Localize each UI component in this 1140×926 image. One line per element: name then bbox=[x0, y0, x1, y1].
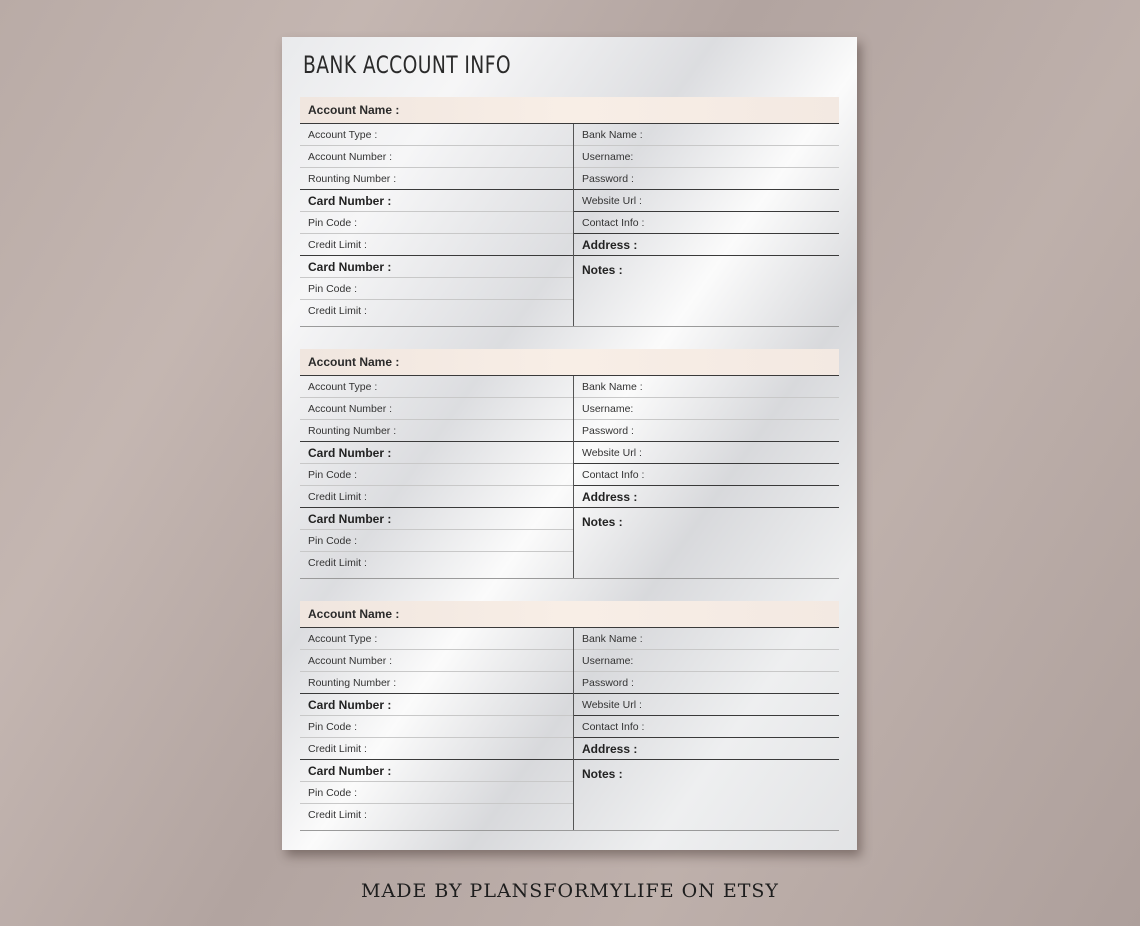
website-url-label: Website Url : bbox=[582, 447, 642, 459]
website-url-field[interactable] bbox=[574, 694, 839, 716]
account-type-label: Account Type : bbox=[308, 129, 378, 141]
bank-name-field[interactable] bbox=[574, 628, 839, 650]
contact-info-label: Contact Info : bbox=[582, 217, 645, 229]
pin-code-label: Pin Code : bbox=[308, 217, 358, 229]
account-number-field[interactable] bbox=[300, 146, 573, 168]
account-left-column bbox=[300, 124, 574, 327]
routing-number-label: Rounting Number : bbox=[308, 425, 397, 437]
notes-label: Notes : bbox=[582, 263, 623, 277]
credit-limit-field[interactable] bbox=[300, 552, 573, 574]
password-field[interactable] bbox=[574, 420, 839, 442]
contact-info-field[interactable] bbox=[574, 464, 839, 486]
card-number-label: Card Number : bbox=[308, 260, 392, 274]
pin-code-field[interactable] bbox=[300, 464, 573, 486]
credit-limit-field[interactable] bbox=[300, 300, 573, 322]
account-number-label: Account Number : bbox=[308, 403, 393, 415]
address-field[interactable] bbox=[574, 486, 839, 508]
account-number-field[interactable] bbox=[300, 650, 573, 672]
notes-field[interactable] bbox=[574, 508, 839, 579]
card-number-label: Card Number : bbox=[308, 512, 392, 526]
credit-limit-label: Credit Limit : bbox=[308, 809, 367, 821]
page-title: BANK ACCOUNT INFO bbox=[303, 51, 511, 79]
website-url-label: Website Url : bbox=[582, 195, 642, 207]
bank-name-label: Bank Name : bbox=[582, 381, 643, 393]
credit-limit-label: Credit Limit : bbox=[308, 557, 367, 569]
account-name-label: Account Name : bbox=[308, 103, 400, 117]
account-type-label: Account Type : bbox=[308, 381, 378, 393]
routing-number-label: Rounting Number : bbox=[308, 677, 397, 689]
account-type-field[interactable] bbox=[300, 628, 573, 650]
notes-label: Notes : bbox=[582, 767, 623, 781]
bank-name-field[interactable] bbox=[574, 124, 839, 146]
account-number-label: Account Number : bbox=[308, 655, 393, 667]
credit-limit-label: Credit Limit : bbox=[308, 491, 367, 503]
card-number-field[interactable] bbox=[300, 442, 573, 464]
block-divider bbox=[300, 326, 839, 327]
contact-info-label: Contact Info : bbox=[582, 721, 645, 733]
password-field[interactable] bbox=[574, 168, 839, 190]
card-number-field[interactable] bbox=[300, 760, 573, 782]
pin-code-label: Pin Code : bbox=[308, 787, 358, 799]
username-label: Username: bbox=[582, 655, 634, 667]
credit-limit-label: Credit Limit : bbox=[308, 239, 367, 251]
address-field[interactable] bbox=[574, 234, 839, 256]
account-block-3 bbox=[300, 601, 839, 831]
contact-info-field[interactable] bbox=[574, 716, 839, 738]
account-right-column bbox=[574, 628, 839, 831]
routing-number-field[interactable] bbox=[300, 420, 573, 442]
password-label: Password : bbox=[582, 425, 634, 437]
pin-code-label: Pin Code : bbox=[308, 535, 358, 547]
notes-field[interactable] bbox=[574, 256, 839, 327]
bank-name-field[interactable] bbox=[574, 376, 839, 398]
pin-code-field[interactable] bbox=[300, 212, 573, 234]
routing-number-field[interactable] bbox=[300, 672, 573, 694]
account-number-label: Account Number : bbox=[308, 151, 393, 163]
address-label: Address : bbox=[582, 238, 638, 252]
bank-name-label: Bank Name : bbox=[582, 633, 643, 645]
pin-code-label: Pin Code : bbox=[308, 721, 358, 733]
account-name-label: Account Name : bbox=[308, 355, 400, 369]
account-type-label: Account Type : bbox=[308, 633, 378, 645]
card-number-label: Card Number : bbox=[308, 194, 392, 208]
routing-number-field[interactable] bbox=[300, 168, 573, 190]
username-label: Username: bbox=[582, 403, 634, 415]
footer-credit: MADE BY PLANSFORMYLIFE ON ETSY bbox=[361, 880, 779, 902]
pin-code-field[interactable] bbox=[300, 716, 573, 738]
website-url-label: Website Url : bbox=[582, 699, 642, 711]
username-label: Username: bbox=[582, 151, 634, 163]
card-number-field[interactable] bbox=[300, 256, 573, 278]
account-name-field[interactable] bbox=[300, 97, 839, 124]
bank-name-label: Bank Name : bbox=[582, 129, 643, 141]
pin-code-field[interactable] bbox=[300, 782, 573, 804]
account-block-1 bbox=[300, 97, 839, 327]
account-left-column bbox=[300, 628, 574, 831]
account-name-label: Account Name : bbox=[308, 607, 400, 621]
pin-code-label: Pin Code : bbox=[308, 469, 358, 481]
credit-limit-field[interactable] bbox=[300, 804, 573, 826]
notes-field[interactable] bbox=[574, 760, 839, 831]
password-label: Password : bbox=[582, 173, 634, 185]
account-block-2 bbox=[300, 349, 839, 579]
card-number-field[interactable] bbox=[300, 694, 573, 716]
username-field[interactable] bbox=[574, 398, 839, 420]
website-url-field[interactable] bbox=[574, 190, 839, 212]
address-label: Address : bbox=[582, 742, 638, 756]
card-number-label: Card Number : bbox=[308, 446, 392, 460]
block-divider bbox=[300, 830, 839, 831]
card-number-field[interactable] bbox=[300, 508, 573, 530]
routing-number-label: Rounting Number : bbox=[308, 173, 397, 185]
account-name-field[interactable] bbox=[300, 601, 839, 628]
card-number-field[interactable] bbox=[300, 190, 573, 212]
account-type-field[interactable] bbox=[300, 124, 573, 146]
block-divider bbox=[300, 578, 839, 579]
credit-limit-label: Credit Limit : bbox=[308, 305, 367, 317]
password-field[interactable] bbox=[574, 672, 839, 694]
notes-label: Notes : bbox=[582, 515, 623, 529]
account-number-field[interactable] bbox=[300, 398, 573, 420]
credit-limit-field[interactable] bbox=[300, 234, 573, 256]
account-right-column bbox=[574, 376, 839, 579]
card-number-label: Card Number : bbox=[308, 698, 392, 712]
account-left-column bbox=[300, 376, 574, 579]
username-field[interactable] bbox=[574, 650, 839, 672]
credit-limit-field[interactable] bbox=[300, 738, 573, 760]
account-right-column bbox=[574, 124, 839, 327]
pin-code-field[interactable] bbox=[300, 278, 573, 300]
password-label: Password : bbox=[582, 677, 634, 689]
contact-info-label: Contact Info : bbox=[582, 469, 645, 481]
card-number-label: Card Number : bbox=[308, 764, 392, 778]
pin-code-field[interactable] bbox=[300, 530, 573, 552]
credit-limit-label: Credit Limit : bbox=[308, 743, 367, 755]
credit-limit-field[interactable] bbox=[300, 486, 573, 508]
contact-info-field[interactable] bbox=[574, 212, 839, 234]
planner-page bbox=[282, 37, 857, 850]
pin-code-label: Pin Code : bbox=[308, 283, 358, 295]
address-field[interactable] bbox=[574, 738, 839, 760]
website-url-field[interactable] bbox=[574, 442, 839, 464]
username-field[interactable] bbox=[574, 146, 839, 168]
account-name-field[interactable] bbox=[300, 349, 839, 376]
account-type-field[interactable] bbox=[300, 376, 573, 398]
address-label: Address : bbox=[582, 490, 638, 504]
